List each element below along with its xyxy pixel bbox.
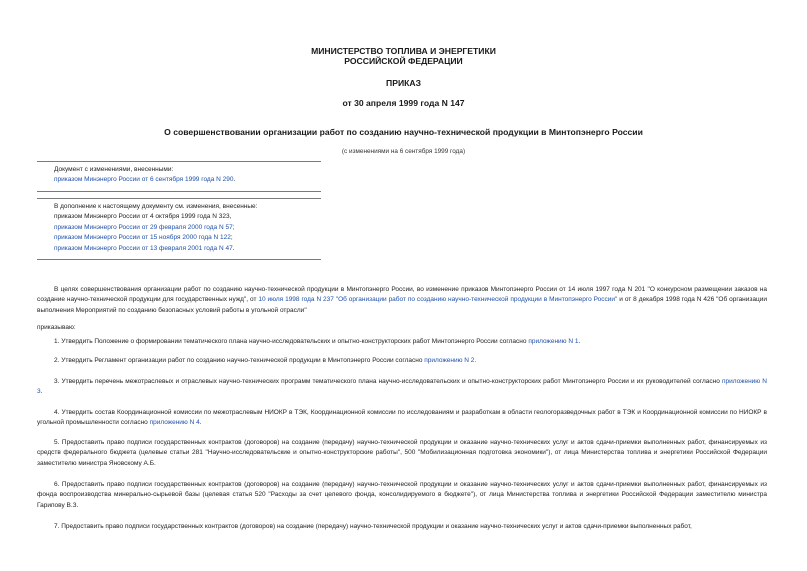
divider bbox=[37, 161, 321, 162]
punctuation: . bbox=[232, 244, 235, 252]
punctuation: . bbox=[233, 176, 236, 184]
appendix-3-link[interactable]: приложению N 3 bbox=[37, 378, 767, 396]
supplement-box-heading: В дополнение к настоящему документу см. изменения, внесенные: bbox=[54, 203, 258, 210]
ministry-name-line1: МИНИСТЕРСТВО ТОПЛИВА И ЭНЕРГЕТИКИ bbox=[311, 46, 496, 56]
amendment-link-122[interactable]: приказом Минэнерго России от 15 ноября 2000 года N 122 bbox=[54, 234, 231, 242]
divider bbox=[37, 191, 321, 192]
punctuation: . bbox=[40, 388, 43, 396]
amendment-link-290[interactable]: приказом Минэнерго России от 6 сентября 1999 года N 290 bbox=[54, 176, 234, 184]
appendix-2-link[interactable]: приложению N 2 bbox=[424, 357, 475, 364]
item-3-text: 3. Утвердить перечень межотраслевых и отраслевых научно-технических программ тематического плана научно-исследовательских и опытно-конструкторских работ Минтопэнерго России и их руководителей согласно bbox=[54, 378, 722, 385]
order-item-3 bbox=[37, 377, 767, 398]
punctuation: . bbox=[474, 357, 477, 364]
order-item-2 bbox=[37, 356, 767, 366]
item-4-text: 4. Утвердить состав Координационной комиссии по межотраслевым НИОКР в ТЭК, Координационной комиссии по исследованиям и разработкам в области геологоразведочных работ в ТЭК и Координационной комиссии по НИОКР в угольной промышленности согласно bbox=[37, 409, 767, 427]
appendix-4-link[interactable]: приложению N 4 bbox=[149, 419, 200, 427]
order-item-4 bbox=[37, 408, 767, 429]
document-type: ПРИКАЗ bbox=[386, 78, 421, 88]
item-7-text: 7. Предоставить право подписи государственных контрактов (договоров) на создание (передачу) научно-технической продукции и оказание научно-технических услуг и актов сдачи-приемки выполненных работ, bbox=[54, 523, 692, 530]
punctuation: ; bbox=[230, 234, 233, 242]
punctuation: ; bbox=[232, 223, 235, 231]
preamble-text-1: В целях совершенствования организации работ по созданию научно-технической продукции в Минтопэнерго России, во изменение приказов Минтопэнерго России от 14 июля 1997 года N 201 "О конкурсном размещении заказов на создание научно-технической продукции для государственных нужд", от bbox=[37, 286, 767, 304]
order-item-7 bbox=[37, 522, 767, 532]
order-word: приказываю: bbox=[37, 324, 76, 331]
item-6-text: 6. Предоставить право подписи государственных контрактов (договоров) на создание (передачу) научно-технической продукции и оказание научно-технических услуг и актов сдачи-приемки выполненных работ, финансируемых из фонда воспроизводства минерально-сырьевой базы (целевая статья 520 "Расходы за счет целевого фонда, консолидируемого в бюджете"), от лица Министерства топлива и энергетики Российской Федерации заместителю министра Гарипову В.З. bbox=[37, 481, 767, 509]
punctuation: . bbox=[199, 419, 202, 427]
order-item-1 bbox=[37, 337, 767, 347]
item-1-text: 1. Утвердить Положение о формировании тематического плана научно-исследовательских и опытно-конструкторских работ Минтопэнерго России согласно bbox=[54, 338, 529, 345]
divider bbox=[37, 259, 321, 260]
supplement-box bbox=[54, 202, 257, 254]
amendment-link-57[interactable]: приказом Минэнерго России от 29 февраля 2000 года N 57 bbox=[54, 223, 233, 231]
punctuation: . bbox=[578, 338, 581, 345]
order-237-link[interactable]: 10 июля 1998 года N 237 "Об организации работ по созданию научно-технической продукции в Минтопэнерго России" bbox=[258, 296, 618, 304]
changes-box-heading: Документ с изменениями, внесенными: bbox=[54, 166, 174, 173]
ministry-name-line2: РОССИЙСКОЙ ФЕДЕРАЦИИ bbox=[344, 56, 463, 66]
document-title: О совершенствовании организации работ по созданию научно-технической продукции в Минтопэнерго России bbox=[164, 127, 643, 137]
preamble-paragraph bbox=[37, 285, 767, 316]
order-item-6 bbox=[37, 480, 767, 511]
document-date-number: от 30 апреля 1999 года N 147 bbox=[342, 98, 465, 108]
item-2-text: 2. Утвердить Регламент организации работ по созданию научно-технической продукции в Минтопэнерго России согласно bbox=[54, 357, 425, 364]
revision-note: (с изменениями на 6 сентября 1999 года) bbox=[341, 148, 466, 155]
divider bbox=[37, 198, 321, 199]
item-5-text: 5. Предоставить право подписи государственных контрактов (договоров) на создание (передачу) научно-технической продукции и оказание научно-технических услуг и актов сдачи-приемки выполненных работ, финансируемых из средств федерального бюджета (целевые статьи 281 "Научно-исследовательские и опытно-конструкторские работы", 500 "Мобилизационная подготовка экономики"), от лица Министерства топлива и энергетики Российской Федерации заместителю министра Яновскому А.Б. bbox=[37, 439, 767, 467]
order-item-5 bbox=[37, 438, 767, 469]
amendment-link-47[interactable]: приказом Минэнерго России от 13 февраля 2001 года N 47 bbox=[54, 244, 233, 252]
amendment-text-323: приказом Минэнерго России от 4 октября 1999 года N 323, bbox=[54, 213, 232, 221]
preamble-text-2: и от 8 декабря 1998 года N 426 "Об организации выполнения Мероприятий по созданию безопасных условий работы в угольной отрасли" bbox=[37, 296, 767, 314]
appendix-1-link[interactable]: приложению N 1 bbox=[528, 338, 579, 345]
changes-box bbox=[54, 165, 235, 186]
